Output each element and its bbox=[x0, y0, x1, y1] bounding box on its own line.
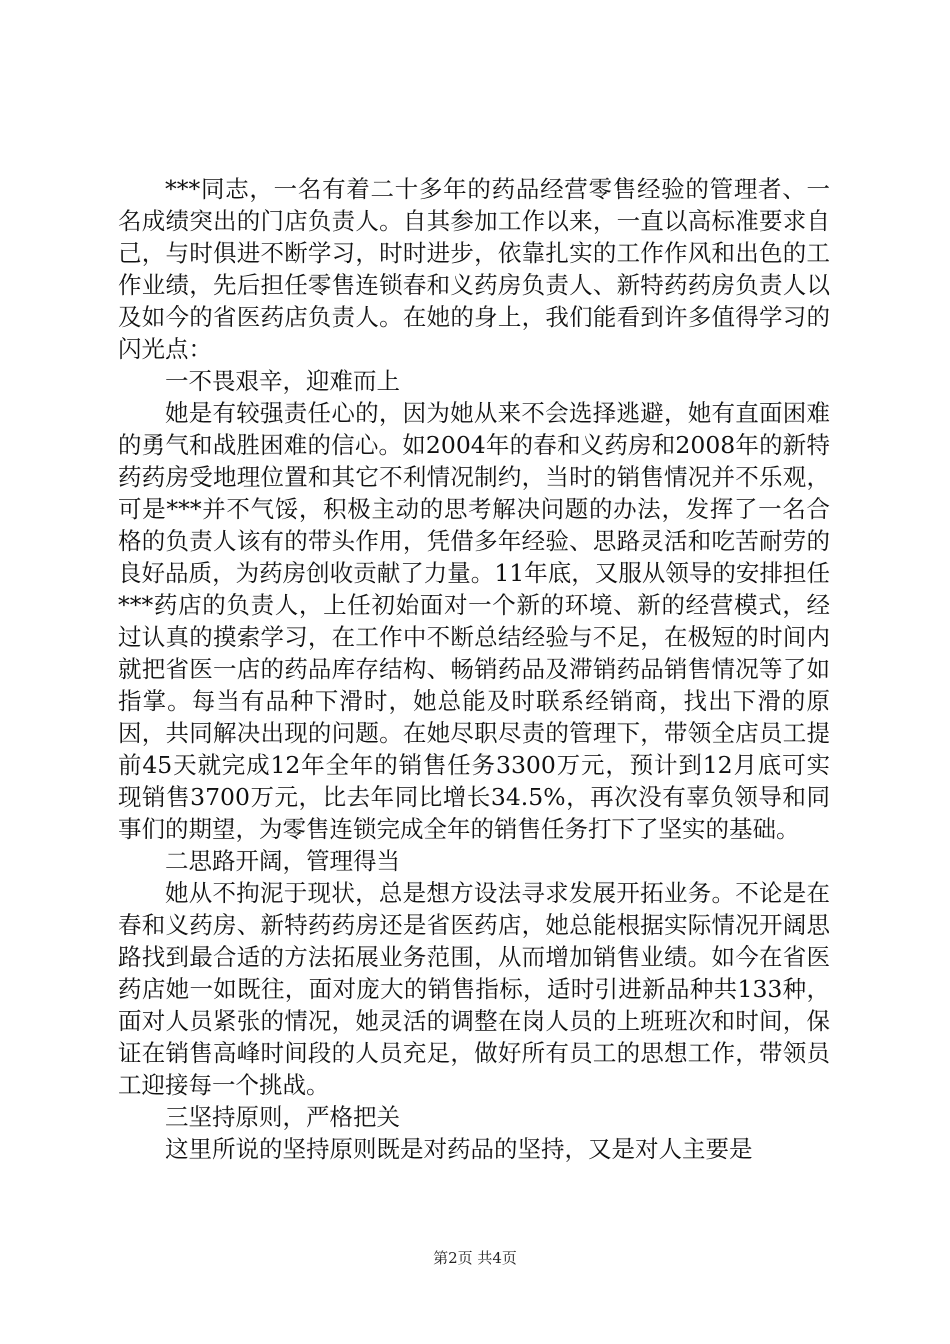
document-body bbox=[118, 173, 830, 1165]
section-3-paragraph: 这里所说的坚持原则既是对药品的坚持，又是对人主要是 bbox=[165, 1135, 753, 1163]
intro-paragraph: ***同志，一名有着二十多年的药品经营零售经验的管理者、一名成绩突出的门店负责人。自其参加工作以来，一直以高标准要求自己，与时俱进不断学习，时时进步，依靠扎实的工作作风和出色的工作业绩，先后担任零售连锁春和义药房负责人、新特药药房负责人以及如今的省医药店负责人。在她的身上，我们能看到许多值得学习的闪光点： bbox=[118, 175, 830, 363]
section-heading-1: 一不畏艰辛，迎难而上 bbox=[165, 367, 400, 395]
section-1-paragraph: 她是有较强责任心的，因为她从来不会选择逃避，她有直面困难的勇气和战胜困难的信心。如2004年的春和义药房和2008年的新特药药房受地理位置和其它不利情况制约，当时的销售情况并不乐观，可是***并不气馁，积极主动的思考解决问题的办法，发挥了一名合格的负责人该有的带头作用，凭借多年经验、思路灵活和吃苦耐劳的良好品质，为药房创收贡献了力量。11年底，又服从领导的安排担任***药店的负责人，上任初始面对一个新的环境、新的经营模式，经过认真的摸索学习，在工作中不断总结经验与不足，在极短的时间内就把省医一店的药品库存结构、畅销药品及滞销药品销售情况等了如指掌。每当有品种下滑时，她总能及时联系经销商，找出下滑的原因，共同解决出现的问题。在她尽职尽责的管理下，带领全店员工提前45天就完成12年全年的销售任务3300万元，预计到12月底可实现销售3700万元，比去年同比增长34.5%，再次没有辜负领导和同事们的期望，为零售连锁完成全年的销售任务打下了坚实的基础。 bbox=[118, 399, 830, 843]
section-2-paragraph: 她从不拘泥于现状，总是想方设法寻求发展开拓业务。不论是在春和义药房、新特药药房还是省医药店，她总能根据实际情况开阔思路找到最合适的方法拓展业务范围，从而增加销售业绩。如今在省医药店她一如既往，面对庞大的销售指标，适时引进新品种共133种，面对人员紧张的情况，她灵活的调整在岗人员的上班班次和时间，保证在销售高峰时间段的人员充足，做好所有员工的思想工作，带领员工迎接每一个挑战。 bbox=[118, 879, 830, 1099]
section-heading-3: 三坚持原则，严格把关 bbox=[165, 1103, 400, 1131]
section-heading-2: 二思路开阔，管理得当 bbox=[165, 847, 400, 875]
page-footer: 第2页 共4页 bbox=[433, 1249, 517, 1267]
